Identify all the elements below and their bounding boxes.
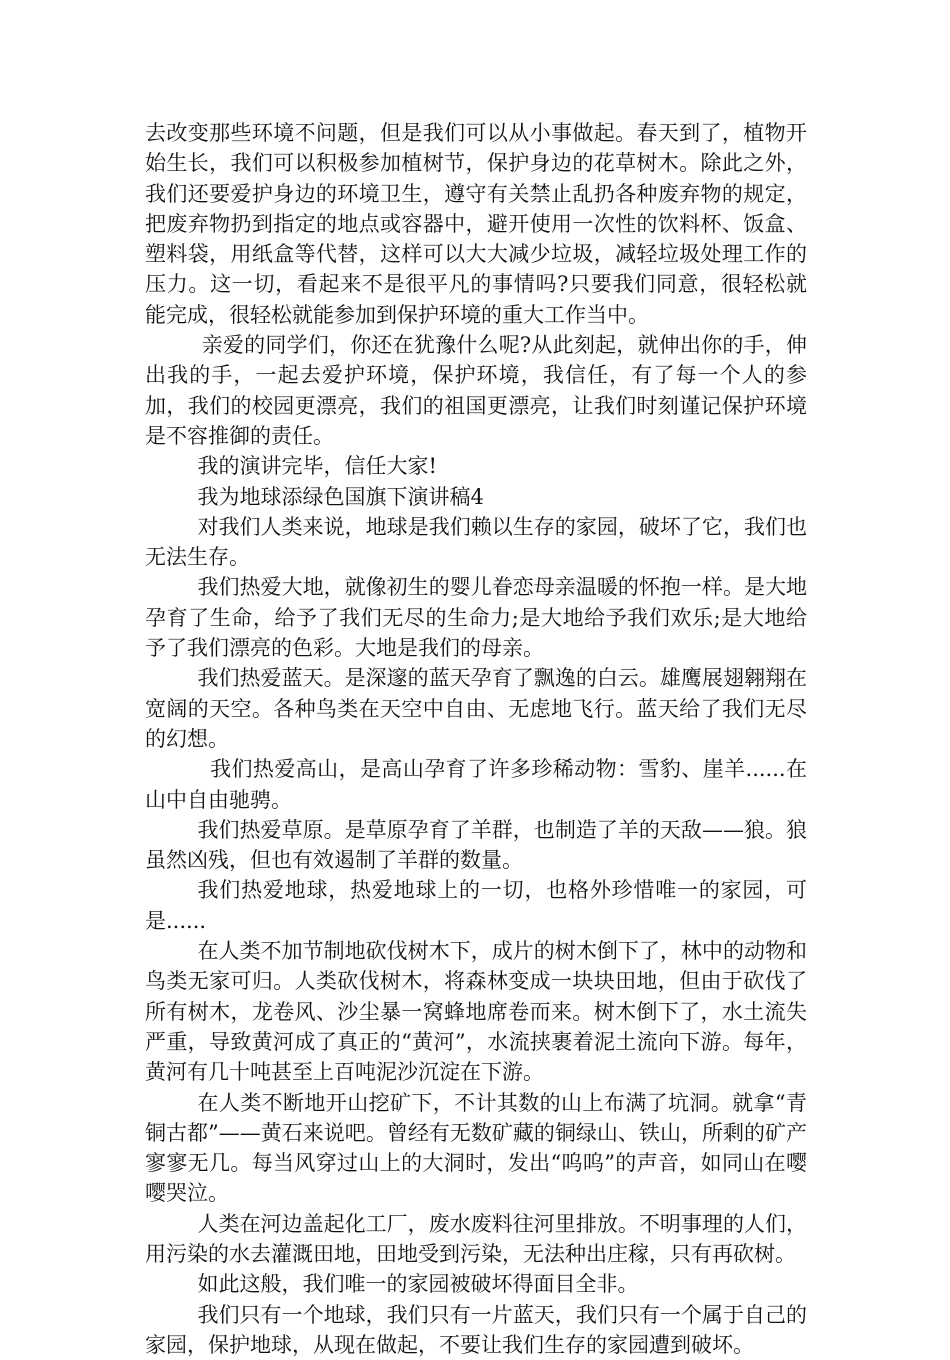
paragraph-pollution: 人类在河边盖起化工厂，废水废料往河里排放。不明事理的人们，用污染的水去灌溉田地，田地受到污染，无法种出庄稼，只有再砍树。 [145, 1211, 807, 1266]
paragraph-intro: 对我们人类来说，地球是我们赖以生存的家园，破坏了它，我们也无法生存。 [145, 514, 807, 570]
paragraph-conclusion: 我们只有一个地球，我们只有一片蓝天，我们只有一个属于自己的家园，保护地球，从现在做起，不要让我们生存的家园遭到破坏。 [145, 1302, 807, 1357]
document-page [145, 118, 807, 1360]
paragraph-damage: 如此这般，我们唯一的家园被破坏得面目全非。 [197, 1272, 639, 1297]
paragraph-sky: 我们热爱蓝天。是深邃的蓝天孕育了飘逸的白云。雄鹰展翅翱翔在宽阔的天空。各种鸟类在天空中自由、无虑地飞行。蓝天给了我们无尽的幻想。 [145, 666, 807, 751]
paragraph-continuation: 去改变那些环境不问题，但是我们可以从小事做起。春天到了，植物开始生长，我们可以积极参加植树节，保护身边的花草树木。除此之外，我们还要爱护身边的环境卫生，遵守有关禁止乱扔各种废弃物的规定，把废弃物扔到指定的地点或容器中，避开使用一次性的饮料杯、饭盒、塑料袋，用纸盒等代替，这样可以大大减少垃圾，减轻垃圾处理工作的压力。这一切，看起来不是很平凡的事情吗?只要我们同意，很轻松就能完成，很轻松就能参加到保护环境的重大工作当中。 [145, 121, 807, 327]
paragraph-mining: 在人类不断地开山挖矿下，不计其数的山上布满了坑洞。就拿“青铜古都”——黄石来说吧。曾经有无数矿藏的铜绿山、铁山，所剩的矿产寥寥无几。每当风穿过山上的大洞时，发出“呜呜”的声音，如同山在嘤嘤哭泣。 [145, 1090, 807, 1206]
paragraph-grassland: 我们热爱草原。是草原孕育了羊群，也制造了羊的天敌——狼。狼虽然凶残，但也有效遏制了羊群的数量。 [145, 817, 807, 873]
paragraph-deforestation: 在人类不加节制地砍伐树木下，成片的树木倒下了，林中的动物和鸟类无家可归。人类砍伐树木，将森林变成一块块田地，但由于砍伐了所有树木，龙卷风、沙尘暴一窝蜂地席卷而来。树木倒下了，水土流失严重，导致黄河成了真正的“黄河”，水流挟裹着泥土流向下游。每年，黄河有几十吨甚至上百吨泥沙沉淀在下游。 [145, 939, 807, 1085]
paragraph-earth: 我们热爱大地，就像初生的婴儿眷恋母亲温暖的怀抱一样。是大地孕育了生命，给予了我们无尽的生命力;是大地给予我们欢乐;是大地给予了我们漂亮的色彩。大地是我们的母亲。 [145, 575, 807, 661]
section-title: 我为地球添绿色国旗下演讲稿4 [197, 484, 484, 509]
paragraph-mountain: 我们热爱高山，是高山孕育了许多珍稀动物：雪豹、崖羊......在山中自由驰骋。 [145, 757, 807, 812]
paragraph-closing: 我的演讲完毕，信任大家! [197, 454, 437, 479]
paragraph-appeal: 亲爱的同学们，你还在犹豫什么呢?从此刻起，就伸出你的手，伸出我的手，一起去爱护环境，保护环境，我信任，有了每一个人的参加，我们的校园更漂亮，我们的祖国更漂亮，让我们时刻谨记保护环境是不容推御的责任。 [145, 333, 807, 448]
paragraph-planet: 我们热爱地球，热爱地球上的一切，也格外珍惜唯一的家园，可是...... [145, 878, 807, 933]
